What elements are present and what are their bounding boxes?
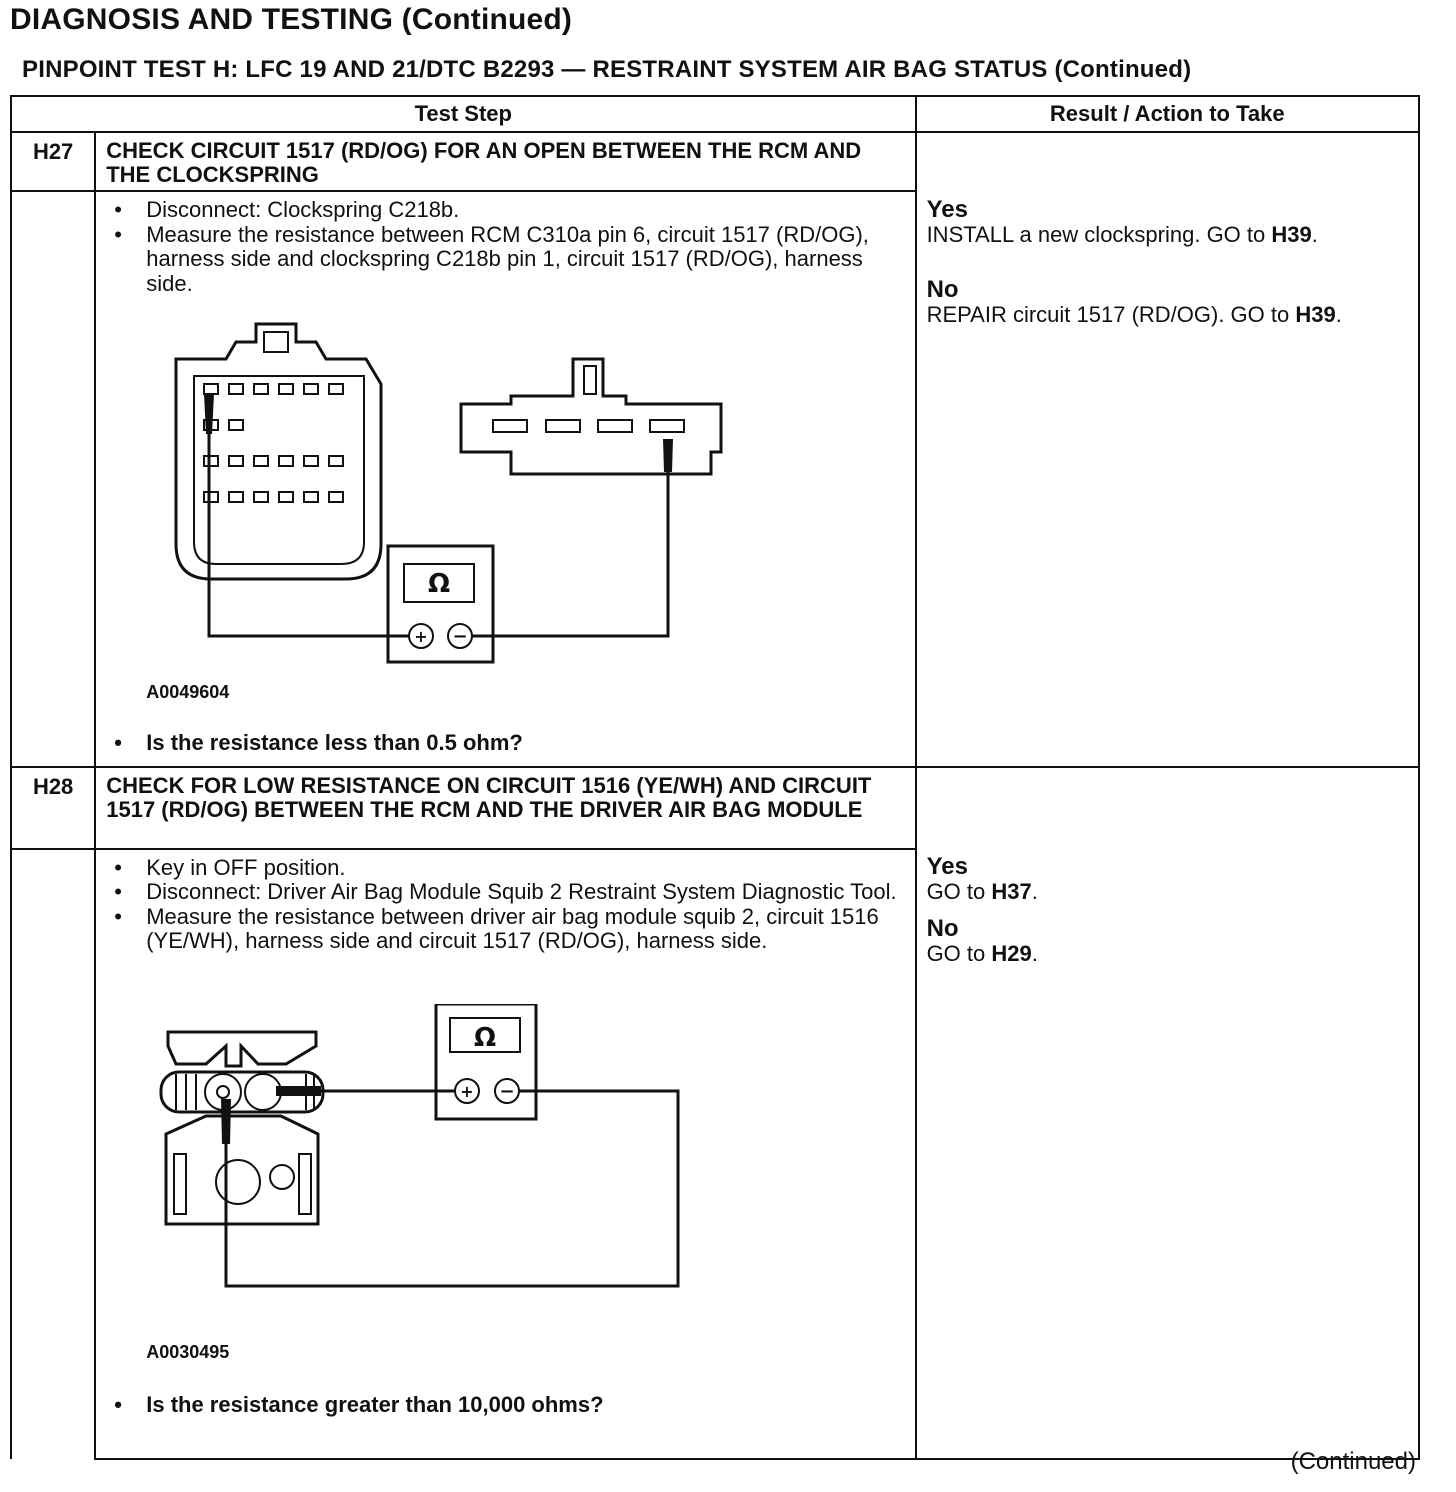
goto-step-link[interactable]: H39 (1295, 302, 1336, 327)
result-no-text: GO to H29. (926, 940, 1038, 966)
instruction-item: • Disconnect: Driver Air Bag Module Squib 2 Restraint System Diagnostic Tool. (114, 879, 897, 904)
instruction-item: • Measure the resistance between driver air bag module squib 2, circuit 1516 (YE/WH), harness side and circuit 1517 (RD/OG), harness side. (114, 903, 879, 953)
result-yes-label: Yes (926, 852, 968, 880)
step-number-blank (11, 191, 95, 767)
result-no-text: REPAIR circuit 1517 (RD/OG). GO to H39. (926, 302, 1342, 327)
question-list (106, 1393, 904, 1418)
instruction-item: • Measure the resistance between RCM C310a pin 6, circuit 1517 (RD/OG), harness side and clockspring C218b pin 1, circuit 1517 (RD/OG), harness side. (114, 221, 869, 296)
instruction-list (106, 856, 904, 954)
plus-terminal-icon: + (414, 627, 428, 646)
goto-step-link[interactable]: H37 (991, 878, 1032, 904)
result-column-header: Result / Action to Take (916, 96, 1419, 132)
procedure-table (10, 95, 1420, 1460)
rcm-clockspring-diagram (106, 314, 826, 682)
step-body (95, 191, 915, 767)
step-number: H27 (11, 132, 95, 191)
test-step-column-header: Test Step (11, 96, 916, 132)
instruction-list (106, 198, 904, 296)
step-number: H28 (11, 767, 95, 849)
result-no-label: No (926, 914, 959, 942)
figure-id: A0049604 (146, 682, 230, 702)
ohm-symbol: Ω (428, 569, 451, 599)
step-body (95, 849, 915, 1459)
ohm-symbol: Ω (474, 1022, 497, 1053)
pinpoint-test-title: PINPOINT TEST H: LFC 19 AND 21/DTC B2293 — RESTRAINT SYSTEM AIR BAG STATUS (Continued) (22, 56, 1192, 83)
step-heading: CHECK FOR LOW RESISTANCE ON CIRCUIT 1516 (YE/WH) AND CIRCUIT 1517 (RD/OG) BETWEEN THE RCM AND THE DRIVER AIR BAG MODULE (95, 767, 915, 849)
result-no-label: No (926, 276, 959, 303)
instruction-item: • Disconnect: Clockspring C218b. (114, 197, 460, 222)
minus-terminal-icon: − (452, 626, 468, 647)
minus-terminal-icon: − (499, 1080, 515, 1102)
step-heading: CHECK CIRCUIT 1517 (RD/OG) FOR AN OPEN BETWEEN THE RCM AND THE CLOCKSPRING (95, 132, 915, 191)
airbag-module-diagram (106, 1004, 826, 1304)
figure-id: A0030495 (146, 1341, 230, 1362)
question-list (106, 731, 904, 756)
plus-terminal-icon: + (460, 1081, 474, 1101)
result-yes-text: GO to H37. (926, 878, 1038, 904)
step-question: • Is the resistance greater than 10,000 ohms? (114, 1391, 604, 1417)
instruction-item: • Key in OFF position. (114, 854, 346, 880)
result-cell (916, 132, 1419, 767)
result-yes-label: Yes (926, 196, 968, 223)
continued-note: (Continued) (1290, 1448, 1416, 1475)
page-title: DIAGNOSIS AND TESTING (Continued) (10, 3, 573, 36)
step-number-blank (11, 849, 95, 1459)
result-yes-text: INSTALL a new clockspring. GO to H39. (926, 222, 1318, 247)
result-cell (916, 767, 1419, 1459)
goto-step-link[interactable]: H29 (991, 940, 1032, 966)
goto-step-link[interactable]: H39 (1271, 222, 1312, 247)
step-question: • Is the resistance less than 0.5 ohm? (114, 730, 523, 755)
